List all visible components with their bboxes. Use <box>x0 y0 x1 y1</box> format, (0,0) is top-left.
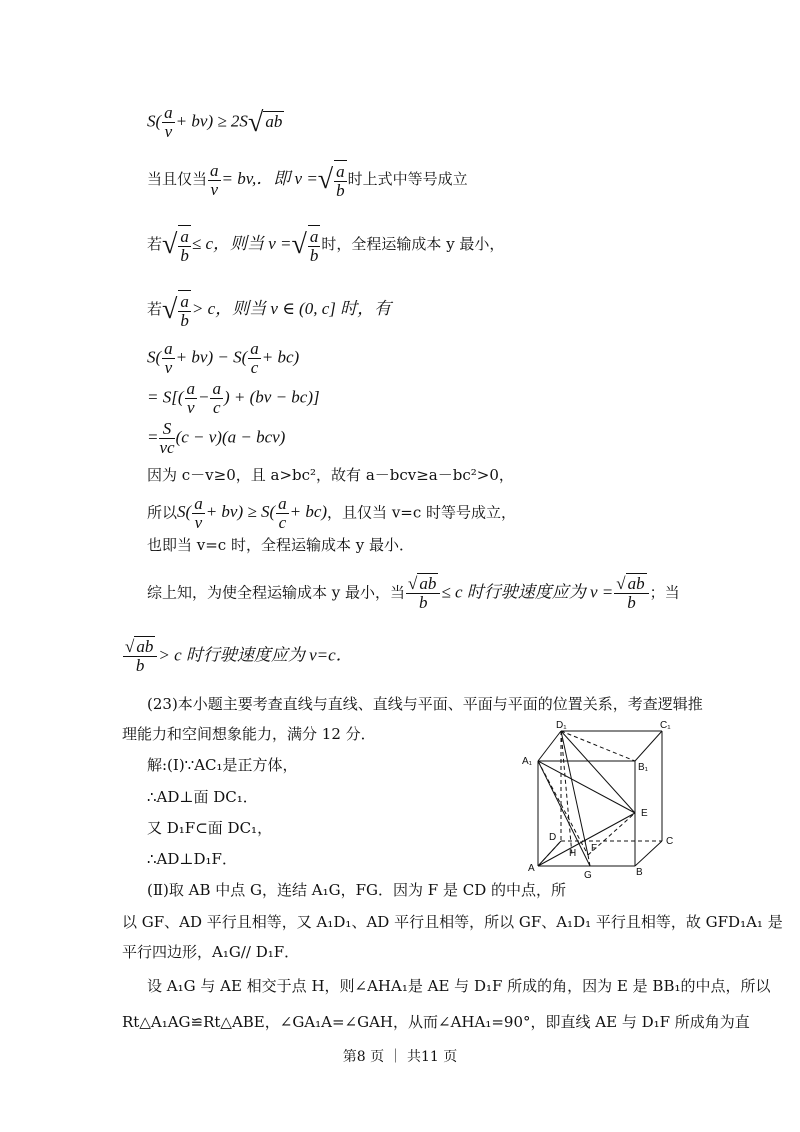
label-b: B <box>636 867 643 878</box>
problem-23-intro: (23)本小题主要考查直线与直线、直线与平面、平面与平面的位置关系，考查逻辑推 <box>147 695 703 713</box>
eq-line-6: = S[( $\frac{a}{v}$ − $\frac{a}{c}$ ) + (bv − bc)] <box>147 379 320 417</box>
text-line-9: 所以S( $\frac{a}{v}$ + bv) ≥ S( $\frac{a}{c}$ + bc)，且仅当 v=c 时等号成立， <box>147 494 517 532</box>
page-footer: 第8 页 ｜ 共11 页 <box>342 1049 458 1065</box>
solution-line-5: (Ⅱ)取 AB 中点 G，连结 A₁G，FG．因为 F 是 CD 的中点，所 <box>147 881 567 899</box>
hidden-seg-d1b1 <box>561 731 635 761</box>
text-line-10: 也即当 v=c 时，全程运输成本 y 最小． <box>147 536 414 554</box>
solution-line-4: ∴AD⊥D₁F． <box>147 850 237 868</box>
solution-line-7: 平行四边形，A₁G// D₁F． <box>122 943 300 961</box>
text-line-8: 因为 c－v≥0，且 a>bc²，故有 a－bcv≥a－bc²>0， <box>147 466 514 484</box>
solution-line-8: 设 A₁G 与 AE 相交于点 H，则∠AHA₁是 AE 与 D₁F 所成的角，因为 E 是 BB₁的中点，所以 <box>147 977 771 995</box>
seg-d1f <box>561 731 588 855</box>
text-line-11: 综上知，为使全程运输成本 y 最小，当 $\frac{√ ab}{b}$ ≤ c 时行驶速度应为 v = $\frac{√ ab}{b}$ ；当 <box>147 574 680 612</box>
edge-bc <box>635 841 662 866</box>
label-c: C <box>666 836 674 847</box>
label-a: A <box>528 863 535 874</box>
seg-a1e <box>538 761 635 813</box>
eq-line-1: S( $\frac{a}{v}$ + bv) ≥ 2S√ ab <box>147 103 283 141</box>
edge-b1c1 <box>635 731 662 761</box>
solution-line-9: Rt△A₁AG≌Rt△ABE，∠GA₁A=∠GAH，从而∠AHA₁=90°，即直线 AE 与 D₁F 所成角为直 <box>122 1013 750 1031</box>
label-g: G <box>584 870 592 880</box>
text-line-4: 若√ $\frac{a}{b}$ > c，则当 v ∈ (0, c] 时，有 <box>147 292 392 330</box>
cube-figure <box>520 718 680 880</box>
problem-23-intro-cont: 理能力和空间想象能力，满分 12 分． <box>122 725 376 743</box>
label-e: E <box>641 808 648 819</box>
solution-line-3: 又 D₁F⊂面 DC₁， <box>147 819 273 837</box>
seg-a1g <box>538 761 590 866</box>
label-b1: B₁ <box>638 762 649 773</box>
text-line-3: 若√ $\frac{a}{b}$ ≤ c，则当 v =√ $\frac{a}{b}$ 时，全程运输成本 y 最小， <box>147 227 505 265</box>
label-c1: C₁ <box>660 720 671 731</box>
solution-line-6: 以 GF、AD 平行且相等，又 A₁D₁、AD 平行且相等，所以 GF、A₁D₁ 平行且相等，故 GFD₁A₁ 是 <box>122 913 783 931</box>
label-h: H <box>569 848 577 859</box>
label-d1: D₁ <box>556 720 567 731</box>
solution-line-2: ∴AD⊥面 DC₁． <box>147 788 258 806</box>
solution-line-1: 解:(Ⅰ)∵AC₁是正方体， <box>147 756 298 774</box>
hidden-seg-d1h <box>561 731 572 855</box>
label-d: D <box>549 832 557 843</box>
seg-d1e <box>561 731 635 813</box>
text-line-2: 当且仅当 $\frac{a}{v}$ = bv,．即 v =√ $\frac{a}{b}$ 时上式中等号成立 <box>147 160 468 200</box>
label-f: F <box>591 843 598 854</box>
eq-line-5: S( $\frac{a}{v}$ + bv) − S( $\frac{a}{c}$ + bc) <box>147 339 300 377</box>
text-line-12: $\frac{√ ab}{b}$ > c 时行驶速度应为 v=c． <box>125 637 353 675</box>
edge-a1d1 <box>538 731 561 761</box>
eq-line-7: = $\frac{S}{vc}$ (c − v)(a − bcv) <box>147 419 286 457</box>
label-a1: A₁ <box>522 756 533 767</box>
